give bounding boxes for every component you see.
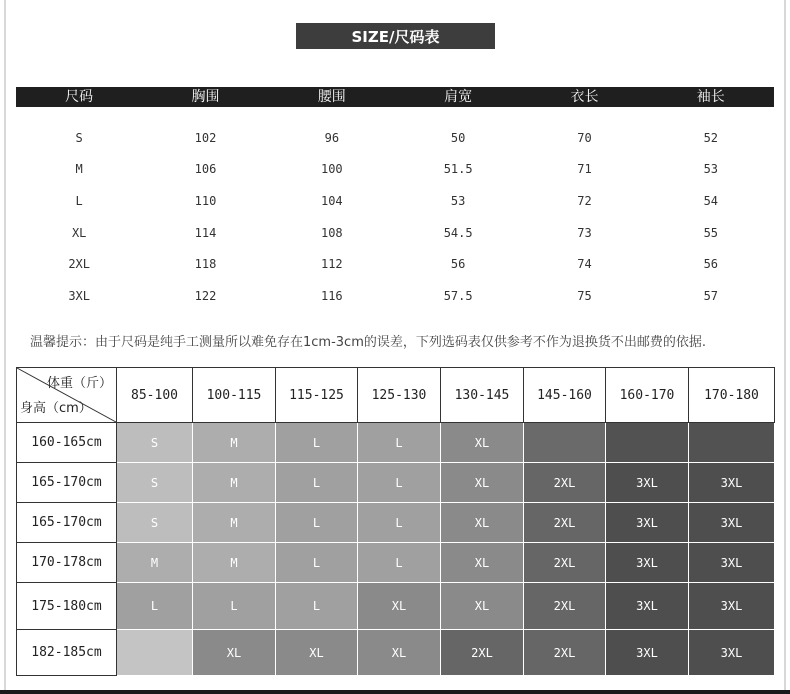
size-cell: 73	[577, 225, 592, 240]
size-cell: 53	[703, 162, 719, 177]
frame-right-border	[784, 0, 786, 694]
size-guide-cell: L	[358, 423, 441, 463]
size-cell: 100	[320, 162, 343, 177]
size-cell: 106	[194, 162, 217, 177]
size-cell: 3XL	[68, 288, 90, 303]
size-guide-table	[16, 367, 775, 676]
size-guide-cell: L	[358, 463, 441, 503]
page-title: SIZE/尺码表	[296, 23, 495, 49]
size-cell: 51.5	[443, 162, 473, 177]
size-guide-cell	[117, 630, 193, 676]
height-header-cell: 160-165cm	[17, 423, 117, 463]
size-guide-cell: L	[276, 423, 358, 463]
size-cell: 122	[194, 288, 217, 303]
size-cell: L	[75, 193, 83, 208]
size-cell: 118	[194, 257, 217, 272]
size-guide-cell	[524, 423, 606, 463]
size-cell: 72	[577, 193, 592, 208]
tip-note: 温馨提示：由于尺码是纯手工测量所以难免存在1cm-3cm的误差，下列选码表仅供参考不作为退换货不出邮费的依据.	[30, 335, 706, 350]
size-cell: 108	[320, 225, 343, 240]
size-guide-cell: XL	[358, 583, 441, 630]
height-header-cell: 175-180cm	[17, 583, 117, 630]
height-label: 身高（cm）	[20, 401, 92, 416]
size-guide-cell: XL	[441, 463, 524, 503]
size-guide-cell: 3XL	[606, 543, 689, 583]
size-cell: 56	[703, 257, 719, 272]
header-length: 衣长	[570, 89, 599, 105]
size-guide-cell: XL	[441, 423, 524, 463]
size-guide-cell: M	[117, 543, 193, 583]
size-guide-cell: L	[276, 543, 358, 583]
size-cell: S	[75, 130, 83, 145]
size-guide-cell: L	[276, 583, 358, 630]
size-cell: 56	[450, 257, 466, 272]
frame-left-border	[4, 0, 6, 694]
table-row	[17, 543, 775, 583]
size-row	[16, 122, 774, 154]
size-guide-cell: 2XL	[524, 630, 606, 676]
size-guide-cell: 2XL	[524, 463, 606, 503]
size-guide-cell: 2XL	[524, 583, 606, 630]
size-guide-cell: 3XL	[689, 543, 775, 583]
size-guide-cell: XL	[441, 503, 524, 543]
size-guide-cell: M	[193, 543, 276, 583]
size-guide-cell: 2XL	[441, 630, 524, 676]
size-guide-cell: L	[358, 503, 441, 543]
size-guide-cell	[689, 423, 775, 463]
height-header-cell: 182-185cm	[17, 630, 117, 676]
size-guide-cell: S	[117, 463, 193, 503]
size-cell: 102	[194, 130, 217, 145]
size-guide-cell: 3XL	[689, 503, 775, 543]
size-row	[16, 217, 774, 249]
size-guide-cell: S	[117, 423, 193, 463]
size-guide-cell: XL	[441, 543, 524, 583]
size-guide-cell: 3XL	[689, 463, 775, 503]
size-guide-cell: 2XL	[524, 503, 606, 543]
weight-header-cell: 130-145	[441, 368, 524, 423]
size-cell: 114	[194, 225, 217, 240]
size-row	[16, 154, 774, 186]
frame-bottom-border	[0, 690, 790, 694]
header-waist: 腰围	[317, 89, 346, 105]
header-sleeve: 袖长	[696, 89, 725, 105]
weight-header-cell: 125-130	[358, 368, 441, 423]
weight-header-cell: 85-100	[117, 368, 193, 423]
height-header-cell: 165-170cm	[17, 503, 117, 543]
height-header-cell: 165-170cm	[17, 463, 117, 503]
table-row	[17, 463, 775, 503]
height-header-cell: 170-178cm	[17, 543, 117, 583]
size-cell: 57	[703, 288, 719, 303]
size-cell: 57.5	[443, 288, 473, 303]
size-row	[16, 185, 774, 217]
table-row	[17, 503, 775, 543]
size-cell: 112	[320, 257, 343, 272]
size-cell: XL	[71, 225, 87, 240]
size-guide-cell: M	[193, 463, 276, 503]
weight-label: 体重（斤）	[46, 376, 112, 391]
size-guide-cell	[606, 423, 689, 463]
size-cell: 110	[194, 193, 217, 208]
table-row	[17, 423, 775, 463]
size-guide-cell: L	[276, 503, 358, 543]
weight-header-cell: 145-160	[524, 368, 606, 423]
header-shoulder: 肩宽	[444, 89, 473, 105]
size-guide-cell: XL	[193, 630, 276, 676]
table-row	[17, 630, 775, 676]
size-cell: M	[75, 162, 83, 177]
size-guide-cell: XL	[276, 630, 358, 676]
size-guide-cell: 3XL	[606, 503, 689, 543]
size-guide-cell: 2XL	[524, 543, 606, 583]
weight-header-cell: 115-125	[276, 368, 358, 423]
size-guide-cell: L	[193, 583, 276, 630]
size-cell: 54.5	[443, 225, 473, 240]
size-cell: 75	[577, 288, 592, 303]
size-cell: 50	[450, 130, 466, 145]
size-row	[16, 248, 774, 280]
size-cell: 71	[577, 162, 592, 177]
size-cell: 53	[450, 193, 466, 208]
size-cell: 2XL	[68, 257, 90, 272]
table-row	[17, 583, 775, 630]
weight-header-cell: 170-180	[689, 368, 775, 423]
size-table-header	[16, 87, 774, 107]
header-chest: 胸围	[191, 89, 220, 105]
size-cell: 96	[324, 130, 340, 145]
size-cell: 116	[320, 288, 343, 303]
size-guide-cell: 3XL	[606, 630, 689, 676]
size-guide-cell: M	[193, 503, 276, 543]
size-cell: 74	[577, 257, 592, 272]
size-guide-cell: L	[276, 463, 358, 503]
size-guide-cell: 3XL	[606, 583, 689, 630]
size-cell: 104	[320, 193, 343, 208]
size-guide-cell: XL	[441, 583, 524, 630]
size-guide-cell: 3XL	[689, 583, 775, 630]
size-cell: 55	[703, 225, 719, 240]
size-guide-cell: XL	[358, 630, 441, 676]
size-cell: 54	[703, 193, 719, 208]
size-guide-cell: L	[117, 583, 193, 630]
corner-header-cell	[17, 368, 117, 423]
size-row	[16, 280, 774, 312]
size-cell: 52	[703, 130, 719, 145]
size-guide-cell: 3XL	[606, 463, 689, 503]
weight-header-cell: 160-170	[606, 368, 689, 423]
size-guide-cell: 3XL	[689, 630, 775, 676]
size-guide-cell: S	[117, 503, 193, 543]
header-size: 尺码	[65, 89, 94, 105]
size-guide-cell: L	[358, 543, 441, 583]
size-guide-cell: M	[193, 423, 276, 463]
size-cell: 70	[577, 130, 592, 145]
size-table-body	[16, 122, 774, 312]
weight-header-cell: 100-115	[193, 368, 276, 423]
